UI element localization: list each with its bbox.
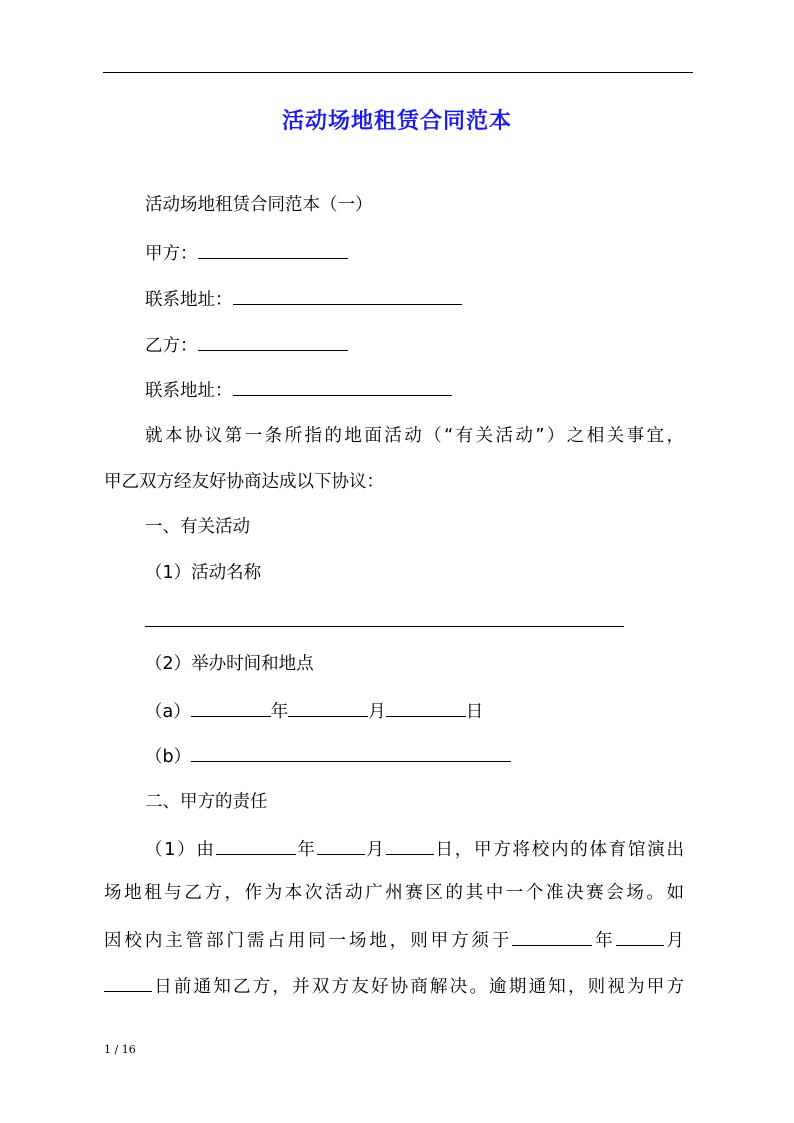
date-line xyxy=(145,698,483,724)
duty-paragraph-line-4-text: 日前通知乙方，并双方友好协商解决。逾期通知，则视为甲方 xyxy=(152,977,684,997)
section-1-heading: 一、有关活动 xyxy=(145,517,250,537)
party-b-label: 乙方： xyxy=(145,336,198,356)
notice-year-label: 年 xyxy=(592,931,616,951)
duty-year-label: 年 xyxy=(295,840,317,860)
activity-name-label: （1）活动名称 xyxy=(145,563,262,583)
party-a-address-blank xyxy=(233,286,462,305)
duty-prefix: （1）由 xyxy=(145,840,216,860)
duty-year-blank xyxy=(216,836,296,855)
party-b-address-blank xyxy=(233,377,452,396)
party-b-blank xyxy=(198,332,348,351)
contract-subtitle: 活动场地租赁合同范本（一） xyxy=(145,195,373,215)
duty-month-label: 月 xyxy=(364,840,386,860)
duty-paragraph-line-3 xyxy=(104,927,684,953)
month-label: 月 xyxy=(368,702,386,722)
intro-paragraph-line-1: 就本协议第一条所指的地面活动（“有关活动”）之相关事宜， xyxy=(145,426,684,446)
item-a-prefix: （a） xyxy=(145,702,191,722)
duty-paragraph-line-1 xyxy=(145,836,684,862)
party-b-address-line xyxy=(145,377,452,403)
year-blank xyxy=(191,698,271,717)
party-a-address-label: 联系地址： xyxy=(145,290,233,310)
page-number: 1 / 16 xyxy=(104,1043,136,1056)
party-a-blank xyxy=(198,240,348,259)
party-b-line xyxy=(145,332,348,358)
duty-month-blank xyxy=(317,836,365,855)
notice-month-label: 月 xyxy=(663,931,685,951)
intro-paragraph-line-2: 甲乙双方经友好协商达成以下协议： xyxy=(104,472,384,492)
party-b-address-label: 联系地址： xyxy=(145,381,233,401)
duty-paragraph-line-2: 场地租与乙方，作为本次活动广州赛区的其中一个准决赛会场。如 xyxy=(104,883,684,903)
duty-notice-text: 因校内主管部门需占用同一场地，则甲方须于 xyxy=(104,931,513,951)
document-title: 活动场地租赁合同范本 xyxy=(281,109,512,134)
month-blank xyxy=(288,698,368,717)
time-place-label: （2）举办时间和地点 xyxy=(145,654,314,674)
duty-rest-text: 日，甲方将校内的体育馆演出 xyxy=(433,840,685,860)
place-line xyxy=(145,743,511,769)
year-label: 年 xyxy=(270,702,289,722)
party-a-label: 甲方： xyxy=(145,244,198,264)
notice-year-blank xyxy=(512,927,592,946)
duty-paragraph-line-4 xyxy=(104,973,684,999)
day-blank xyxy=(386,698,466,717)
duty-day-blank xyxy=(386,836,434,855)
party-a-line xyxy=(145,240,348,266)
header-rule xyxy=(103,72,693,73)
notice-day-blank xyxy=(104,973,152,992)
section-2-heading: 二、甲方的责任 xyxy=(145,792,268,812)
party-a-address-line xyxy=(145,286,462,312)
place-blank xyxy=(191,743,511,762)
activity-name-blank xyxy=(145,626,624,627)
day-label: 日 xyxy=(465,702,484,722)
item-b-prefix: （b） xyxy=(145,747,192,767)
notice-month-blank xyxy=(616,927,664,946)
